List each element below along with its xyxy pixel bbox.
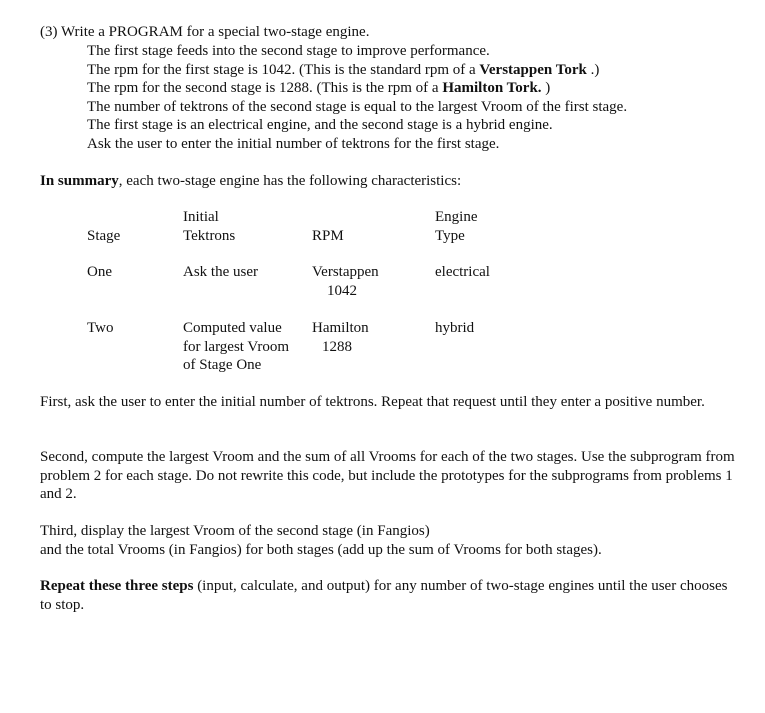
row-one-tektrons: Ask the user: [183, 264, 258, 280]
problem-line: The first stage feeds into the second stage to improve performance.: [87, 43, 490, 59]
row-one-rpm-value: 1042: [327, 283, 357, 299]
problem-line: The first stage is an electrical engine, and the second stage is a hybrid engine.: [87, 117, 553, 133]
header-type-line1: Engine: [435, 209, 478, 225]
row-two-tektrons-line2: for largest Vroom: [183, 339, 290, 355]
problem-line: The rpm for the first stage is 1042. (This is the standard rpm of a Verstappen Tork .): [87, 62, 600, 78]
summary-line: In summary, each two-stage engine has the following characteristics:: [40, 173, 462, 189]
step-third-line1: Third, display the largest Vroom of the second stage (in Fangios): [40, 523, 430, 539]
header-tektrons-line1: Initial: [183, 209, 219, 225]
header-stage: Stage: [87, 228, 121, 244]
problem-line: The number of tektrons of the second stage is equal to the largest Vroom of the first stage.: [87, 99, 628, 115]
step-repeat: Repeat these three steps (input, calculate, and output) for any number of two-stage engines until the user chooses to stop.: [40, 578, 728, 613]
row-two-tektrons-line3: of Stage One: [183, 357, 262, 373]
row-one-stage: One: [87, 264, 112, 280]
problem-line: The rpm for the second stage is 1288. (This is the rpm of a Hamilton Tork. ): [87, 80, 551, 96]
row-one-type: electrical: [435, 264, 490, 280]
step-third-line2: and the total Vrooms (in Fangios) for both stages (add up the sum of Vrooms for both stages).: [40, 542, 602, 558]
header-rpm: RPM: [312, 228, 344, 244]
row-two-rpm-name: Hamilton: [312, 320, 369, 336]
problem-line: Ask the user to enter the initial number of tektrons for the first stage.: [87, 136, 500, 152]
header-tektrons-line2: Tektrons: [183, 228, 236, 244]
row-two-type: hybrid: [435, 320, 475, 336]
problem-heading: (3) Write a PROGRAM for a special two-stage engine.: [40, 24, 370, 40]
row-two-stage: Two: [87, 320, 114, 336]
row-one-rpm-name: Verstappen: [312, 264, 379, 280]
row-two-rpm-value: 1288: [322, 339, 352, 355]
step-second: Second, compute the largest Vroom and the sum of all Vrooms for each of the two stages. Use the subprogram from problem 2 for each stage. Do not rewrite this code, but include the prototypes for the subprograms from problems 1 and 2.: [40, 449, 735, 503]
step-first: First, ask the user to enter the initial number of tektrons. Repeat that request until they enter a positive number.: [40, 394, 705, 410]
row-two-tektrons-line1: Computed value: [183, 320, 282, 336]
header-type-line2: Type: [435, 228, 465, 244]
